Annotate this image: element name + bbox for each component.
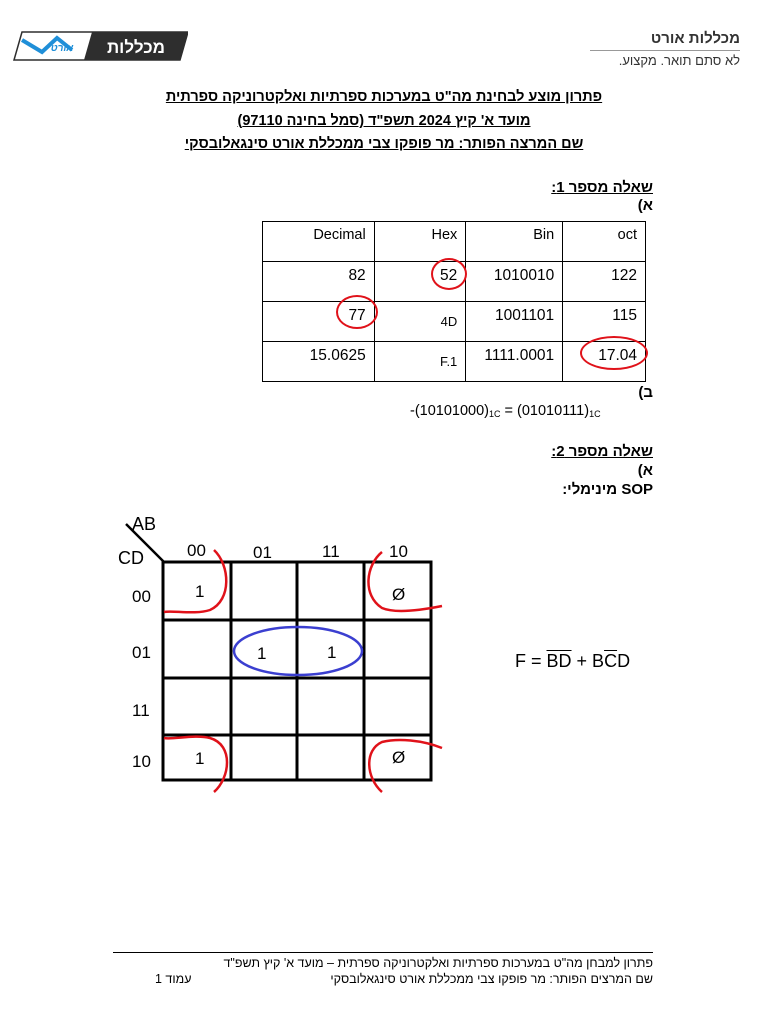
kmap-cell: 1 — [195, 749, 205, 768]
table-header: Bin — [466, 222, 563, 262]
formula-prefix: F = — [515, 651, 547, 671]
q2-part-a: א) — [637, 462, 653, 479]
logo-brand: אורט — [50, 43, 74, 54]
table-cell: 1001101 — [466, 302, 563, 342]
kmap-row-label: 11 — [132, 701, 150, 720]
expr-mid: = (01010111) — [500, 403, 590, 419]
table-row — [263, 302, 646, 342]
title-line-3: שם המרצה הפותר: מר פופקו צבי ממכללת אורט סינגאלובסקי — [184, 136, 584, 152]
org-slogan: לא סתם תואר. מקצוע. — [618, 53, 740, 68]
kmap-row-label: 00 — [132, 587, 151, 606]
table-header: Decimal — [263, 222, 375, 262]
sop-label: SOP מינימלי: — [562, 481, 653, 498]
expr-sub: 1C — [589, 409, 601, 419]
answer-circle — [336, 295, 378, 329]
table-cell: F.1 — [374, 342, 466, 382]
kmap-col-var: CD — [118, 548, 144, 568]
karnaugh-map — [110, 510, 470, 800]
formula-bar: $\overline{B}$ — [546, 651, 559, 671]
kmap-cell: Ø — [392, 585, 406, 604]
org-name: מכללות אורט — [650, 30, 740, 47]
kmap-cell: 1 — [195, 582, 205, 601]
kmap-cell: Ø — [392, 748, 406, 767]
answer-circle — [580, 336, 648, 370]
ort-logo — [12, 30, 188, 62]
kmap-col-label: 01 — [253, 543, 272, 562]
sop-formula — [515, 651, 630, 672]
answer-circle — [431, 258, 467, 290]
table-cell: 122 — [563, 262, 646, 302]
expr-left: -(10101000) — [410, 403, 489, 419]
table-cell: 1111.0001 — [466, 342, 563, 382]
formula-bar: $\overline{D}$ — [558, 651, 572, 671]
table-cell: 115 — [563, 302, 646, 342]
q1-part-a: א) — [637, 197, 653, 214]
table-header: oct — [563, 222, 646, 262]
kmap-row-var: AB — [132, 514, 157, 534]
formula-plus: + B — [571, 651, 605, 671]
table-cell: 4D — [374, 302, 466, 342]
footer-line-2: שם המרצים הפותר: מר פופקו צבי ממכללת אורט סינגאלובסקי — [330, 972, 653, 986]
kmap-col-label: 10 — [389, 542, 408, 561]
table-cell: 52 — [374, 262, 466, 302]
table-cell: 77 — [263, 302, 375, 342]
kmap-row-label: 01 — [132, 643, 151, 662]
org-divider — [590, 50, 740, 51]
table-cell: 17.04 — [563, 342, 646, 382]
footer-line-1: פתרון למבחן מה"ט במערכות ספרתיות ואלקטרוניקה ספרתית – מועד א' קיץ תשפ"ד — [223, 956, 653, 970]
logo-text: מכללות — [106, 38, 166, 57]
footer-page: עמוד 1 — [155, 972, 192, 986]
table-cell: 15.0625 — [263, 342, 375, 382]
title-line-2: מועד א' קיץ 2024 תשפ"ד (סמל בחינה 97110) — [237, 113, 531, 129]
formula-end: D — [617, 651, 631, 671]
org-block — [590, 30, 740, 69]
footer-divider — [113, 952, 653, 953]
table-cell: 82 — [263, 262, 375, 302]
kmap-row-label: 10 — [132, 752, 151, 771]
q2-heading: שאלה מספר 2: — [551, 443, 653, 460]
complement-expression — [410, 403, 601, 419]
kmap-col-label: 11 — [322, 542, 340, 561]
q1-part-b: ב) — [638, 384, 653, 401]
formula-bar: $\overline{C}$ — [604, 651, 618, 671]
expr-sub: 1C — [489, 409, 501, 419]
table-cell: 1010010 — [466, 262, 563, 302]
title-line-1: פתרון מוצע לבחינת מה"ט במערכות ספרתיות ואלקטרוניקה ספרתית — [165, 89, 603, 105]
table-header: Hex — [374, 222, 466, 262]
kmap-cell: 1 — [327, 643, 337, 662]
kmap-cell: 1 — [257, 644, 267, 663]
kmap-col-label: 00 — [187, 541, 206, 560]
table-header-row — [263, 222, 646, 262]
q1-heading: שאלה מספר 1: — [551, 179, 653, 196]
